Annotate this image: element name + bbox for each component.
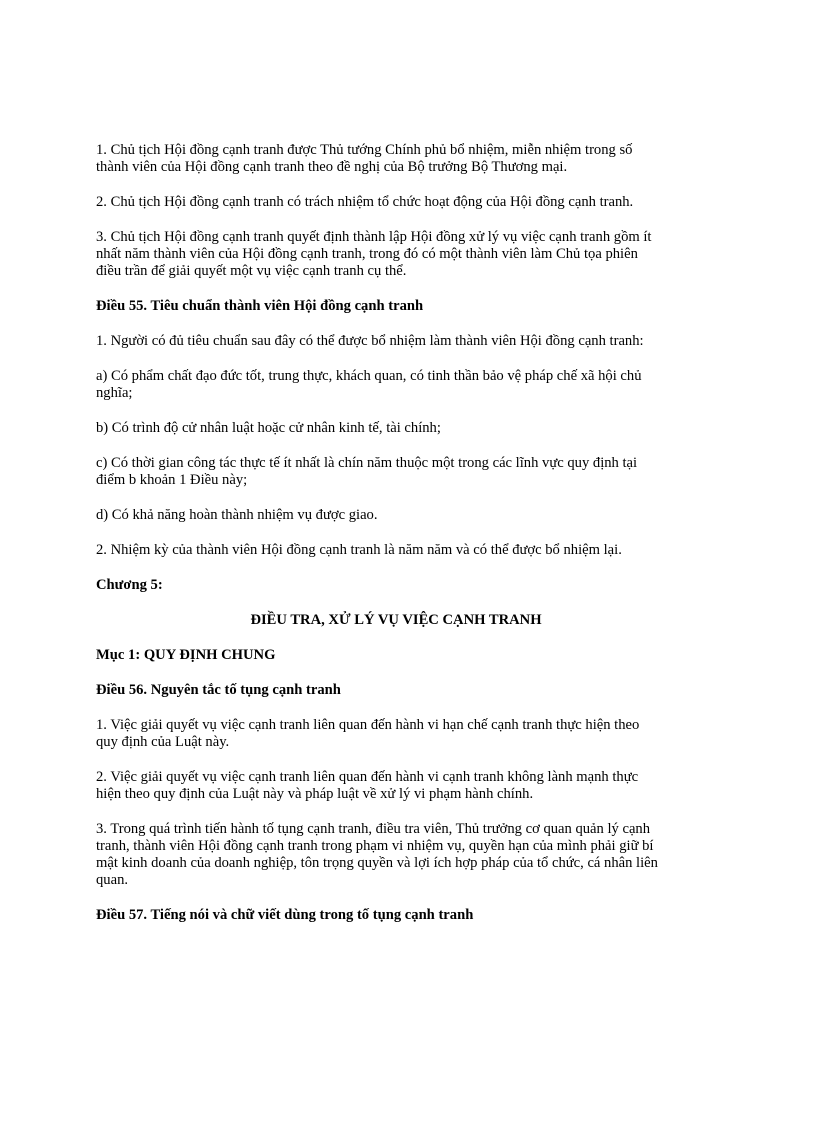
article-57-heading: Điều 57. Tiếng nói và chữ viết dùng trong tố tụng cạnh tranh xyxy=(96,907,474,923)
document-page xyxy=(96,142,696,942)
article-56-clause-2: 2. Việc giải quyết vụ việc cạnh tranh liên quan đến hành vi cạnh tranh không lành mạnh thực hiện theo quy định của Luật này và pháp luật về xử lý vi phạm hành chính. xyxy=(96,769,639,802)
article-56-heading: Điều 56. Nguyên tắc tố tụng cạnh tranh xyxy=(96,682,341,698)
article-55-point-d: d) Có khả năng hoàn thành nhiệm vụ được giao. xyxy=(96,507,378,523)
chapter-5-label: Chương 5: xyxy=(96,577,163,593)
chapter-5-title: ĐIỀU TRA, XỬ LÝ VỤ VIỆC CẠNH TRANH xyxy=(250,612,542,628)
section-1-heading: Mục 1: QUY ĐỊNH CHUNG xyxy=(96,647,276,663)
article-55-point-b: b) Có trình độ cử nhân luật hoặc cử nhân kinh tế, tài chính; xyxy=(96,420,441,436)
article-55-heading: Điều 55. Tiêu chuẩn thành viên Hội đồng cạnh tranh xyxy=(96,298,424,314)
paragraph-chairman-responsibility: 2. Chủ tịch Hội đồng cạnh tranh có trách nhiệm tổ chức hoạt động của Hội đồng cạnh tranh. xyxy=(96,194,634,210)
paragraph-chairman-decision: 3. Chủ tịch Hội đồng cạnh tranh quyết định thành lập Hội đồng xử lý vụ việc cạnh tranh gồm ít nhất năm thành viên của Hội đồng cạnh tranh, trong đó có một thành viên làm Chủ tọa phiên điều trần để giải quyết một vụ việc cạnh tranh cụ thể. xyxy=(96,229,652,279)
article-55-clause-2: 2. Nhiệm kỳ của thành viên Hội đồng cạnh tranh là năm năm và có thể được bổ nhiệm lại. xyxy=(96,542,622,558)
article-55-point-a: a) Có phẩm chất đạo đức tốt, trung thực, khách quan, có tinh thần bảo vệ pháp chế xã hội chủ nghĩa; xyxy=(96,368,642,401)
article-56-clause-3: 3. Trong quá trình tiến hành tố tụng cạnh tranh, điều tra viên, Thủ trưởng cơ quan quản lý cạnh tranh, thành viên Hội đồng cạnh tranh trong phạm vi nhiệm vụ, quyền hạn của mình phải giữ bí mật kinh doanh của doanh nghiệp, tôn trọng quyền và lợi ích hợp pháp của tổ chức, cá nhân liên quan. xyxy=(96,821,658,888)
article-56-clause-1: 1. Việc giải quyết vụ việc cạnh tranh liên quan đến hành vi hạn chế cạnh tranh thực hiện theo quy định của Luật này. xyxy=(96,717,640,750)
article-55-point-c: c) Có thời gian công tác thực tế ít nhất là chín năm thuộc một trong các lĩnh vực quy định tại điểm b khoản 1 Điều này; xyxy=(96,455,638,488)
article-55-clause-1: 1. Người có đủ tiêu chuẩn sau đây có thể được bổ nhiệm làm thành viên Hội đồng cạnh tranh: xyxy=(96,333,644,349)
paragraph-chairman-appointment: 1. Chủ tịch Hội đồng cạnh tranh được Thủ tướng Chính phủ bổ nhiệm, miễn nhiệm trong số thành viên của Hội đồng cạnh tranh theo đề nghị của Bộ trưởng Bộ Thương mại. xyxy=(96,142,633,175)
